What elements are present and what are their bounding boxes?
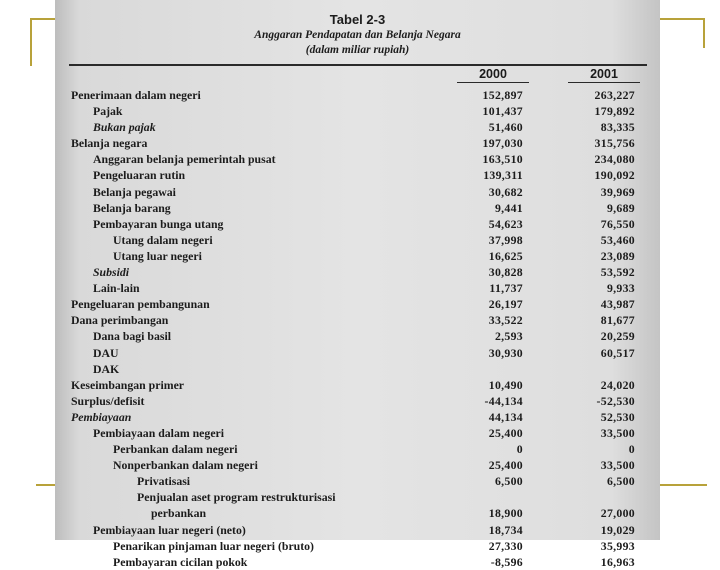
value-2001: 60,517 (600, 345, 635, 360)
value-2001: 33,500 (600, 458, 635, 473)
value-2001: 53,592 (600, 265, 635, 280)
value-2000: 37,998 (488, 232, 523, 247)
value-2001: 6,500 (606, 474, 635, 489)
table-row (55, 280, 660, 296)
table-row (55, 554, 660, 570)
table-row (55, 377, 660, 393)
value-2000: 9,441 (494, 200, 523, 215)
row-label: Utang luar negeri (113, 248, 202, 263)
row-label: Dana bagi basil (93, 329, 172, 344)
value-2001: 16,963 (600, 554, 635, 569)
row-label: Keseimbangan primer (71, 377, 185, 392)
row-label: Surplus/defisit (71, 393, 145, 408)
table-row (55, 441, 660, 457)
value-2000: 163,510 (482, 152, 523, 167)
table-top-rule (69, 64, 647, 66)
row-label: Dana perimbangan (71, 313, 169, 328)
table-row (55, 457, 660, 473)
slide-corner-line (30, 18, 32, 66)
value-2001: 83,335 (600, 120, 635, 135)
table-subtitle: (dalam miliar rupiah) (305, 44, 410, 56)
row-label: Penarikan pinjaman luar negeri (bruto) (113, 538, 314, 553)
table-row (55, 119, 660, 135)
table-row (55, 393, 660, 409)
value-2001: 9,689 (606, 200, 635, 215)
value-2000: 18,900 (488, 506, 523, 521)
table-row (55, 296, 660, 312)
value-2000: 18,734 (488, 522, 523, 537)
row-label: Pembayaran bunga utang (93, 216, 224, 231)
row-label: Penjualan aset program restrukturisasi (137, 490, 336, 505)
value-2001: 33,500 (600, 425, 635, 440)
value-2000: 6,500 (494, 474, 523, 489)
value-2001: 19,029 (600, 522, 635, 537)
column-header-2001: 2001 (590, 67, 618, 81)
table-row (55, 538, 660, 554)
table-row (55, 312, 660, 328)
row-label: perbankan (151, 506, 207, 521)
value-2001: 81,677 (600, 313, 635, 328)
value-2001: 9,933 (606, 281, 635, 296)
value-2001: 43,987 (600, 297, 635, 312)
row-label: Pajak (93, 104, 123, 119)
row-label: Privatisasi (137, 474, 191, 489)
row-label: Subsidi (93, 265, 130, 280)
row-label: Belanja pegawai (93, 184, 176, 199)
value-2000: 152,897 (482, 88, 523, 102)
table-row (55, 489, 660, 505)
row-label: Belanja negara (71, 136, 148, 151)
row-label: Bukan pajak (93, 120, 156, 135)
row-label: Lain-lain (93, 281, 140, 296)
value-2000: 26,197 (488, 297, 523, 312)
row-label: Pengeluaran pembangunan (71, 297, 210, 312)
row-label: DAK (93, 361, 120, 376)
value-2000: 197,030 (482, 136, 523, 151)
scanned-table-page (55, 0, 660, 569)
value-2000: 139,311 (483, 168, 523, 183)
value-2001: 23,089 (600, 248, 635, 263)
table-caption: Tabel 2-3 (329, 12, 386, 27)
value-2000: 0 (516, 442, 523, 457)
value-2001: 76,550 (600, 216, 635, 231)
table-row (55, 425, 660, 441)
value-2001: -52,530 (596, 393, 635, 408)
table-row (55, 151, 660, 167)
table-row (55, 232, 660, 248)
table-row (55, 248, 660, 264)
value-2000: 101,437 (482, 104, 523, 119)
value-2000: 44,134 (488, 409, 523, 424)
table-row (55, 361, 660, 377)
value-2001: 27,000 (600, 506, 635, 521)
slide-corner-line (703, 18, 705, 48)
row-label: Pengeluaran rutin (93, 168, 186, 183)
value-2001: 20,259 (600, 329, 635, 344)
value-2000: -8,596 (490, 554, 523, 569)
row-label: Pembiayaan luar negeri (neto) (93, 522, 246, 537)
table-row (55, 345, 660, 361)
row-label: Utang dalam negeri (113, 232, 213, 247)
row-label: Anggaran belanja pemerintah pusat (93, 152, 276, 167)
slide-corner-line (655, 484, 707, 486)
value-2000: 33,522 (488, 313, 523, 328)
row-label: DAU (93, 345, 119, 360)
table-row (55, 473, 660, 489)
row-label: Penerimaan dalam negeri (71, 88, 201, 102)
table-row (55, 409, 660, 425)
value-2000: 25,400 (488, 458, 523, 473)
column-underline (568, 82, 640, 83)
row-label: Pembiayaan dalam negeri (93, 425, 225, 440)
value-2001: 190,092 (594, 168, 635, 183)
table-body (55, 87, 660, 570)
value-2001: 53,460 (600, 232, 635, 247)
table-row (55, 505, 660, 521)
table-row (55, 328, 660, 344)
value-2000: 54,623 (488, 216, 523, 231)
value-2000: 11,737 (489, 281, 523, 296)
value-2001: 52,530 (600, 409, 635, 424)
table-row (55, 135, 660, 151)
value-2000: 51,460 (488, 120, 523, 135)
value-2000: 2,593 (494, 329, 523, 344)
row-label: Pembiayaan (71, 409, 132, 424)
column-header-2000: 2000 (479, 67, 507, 81)
value-2001: 35,993 (600, 538, 635, 553)
table-row (55, 522, 660, 538)
value-2000: 27,330 (488, 538, 523, 553)
value-2000: 30,682 (488, 184, 523, 199)
value-2000: 10,490 (488, 377, 523, 392)
table-title: Anggaran Pendapatan dan Belanja Negara (254, 29, 461, 41)
table-row (55, 264, 660, 280)
value-2001: 263,227 (594, 88, 635, 102)
table-row (55, 216, 660, 232)
row-label: Belanja barang (93, 200, 171, 215)
value-2000: -44,134 (484, 393, 523, 408)
slide-corner-line (655, 18, 705, 20)
table-row (55, 200, 660, 216)
value-2000: 16,625 (488, 248, 523, 263)
value-2001: 179,892 (594, 104, 635, 119)
table-row (55, 87, 660, 103)
value-2001: 234,080 (594, 152, 635, 167)
value-2001: 0 (628, 442, 635, 457)
value-2000: 30,828 (488, 265, 523, 280)
row-label: Pembayaran cicilan pokok (113, 554, 248, 569)
value-2001: 24,020 (600, 377, 635, 392)
row-label: Nonperbankan dalam negeri (113, 458, 258, 473)
value-2000: 30,930 (488, 345, 523, 360)
table-row (55, 167, 660, 183)
row-label: Perbankan dalam negeri (113, 442, 238, 457)
column-underline (457, 82, 529, 83)
value-2000: 25,400 (488, 425, 523, 440)
table-row (55, 184, 660, 200)
value-2001: 39,969 (600, 184, 635, 199)
table-row (55, 103, 660, 119)
value-2001: 315,756 (594, 136, 635, 151)
